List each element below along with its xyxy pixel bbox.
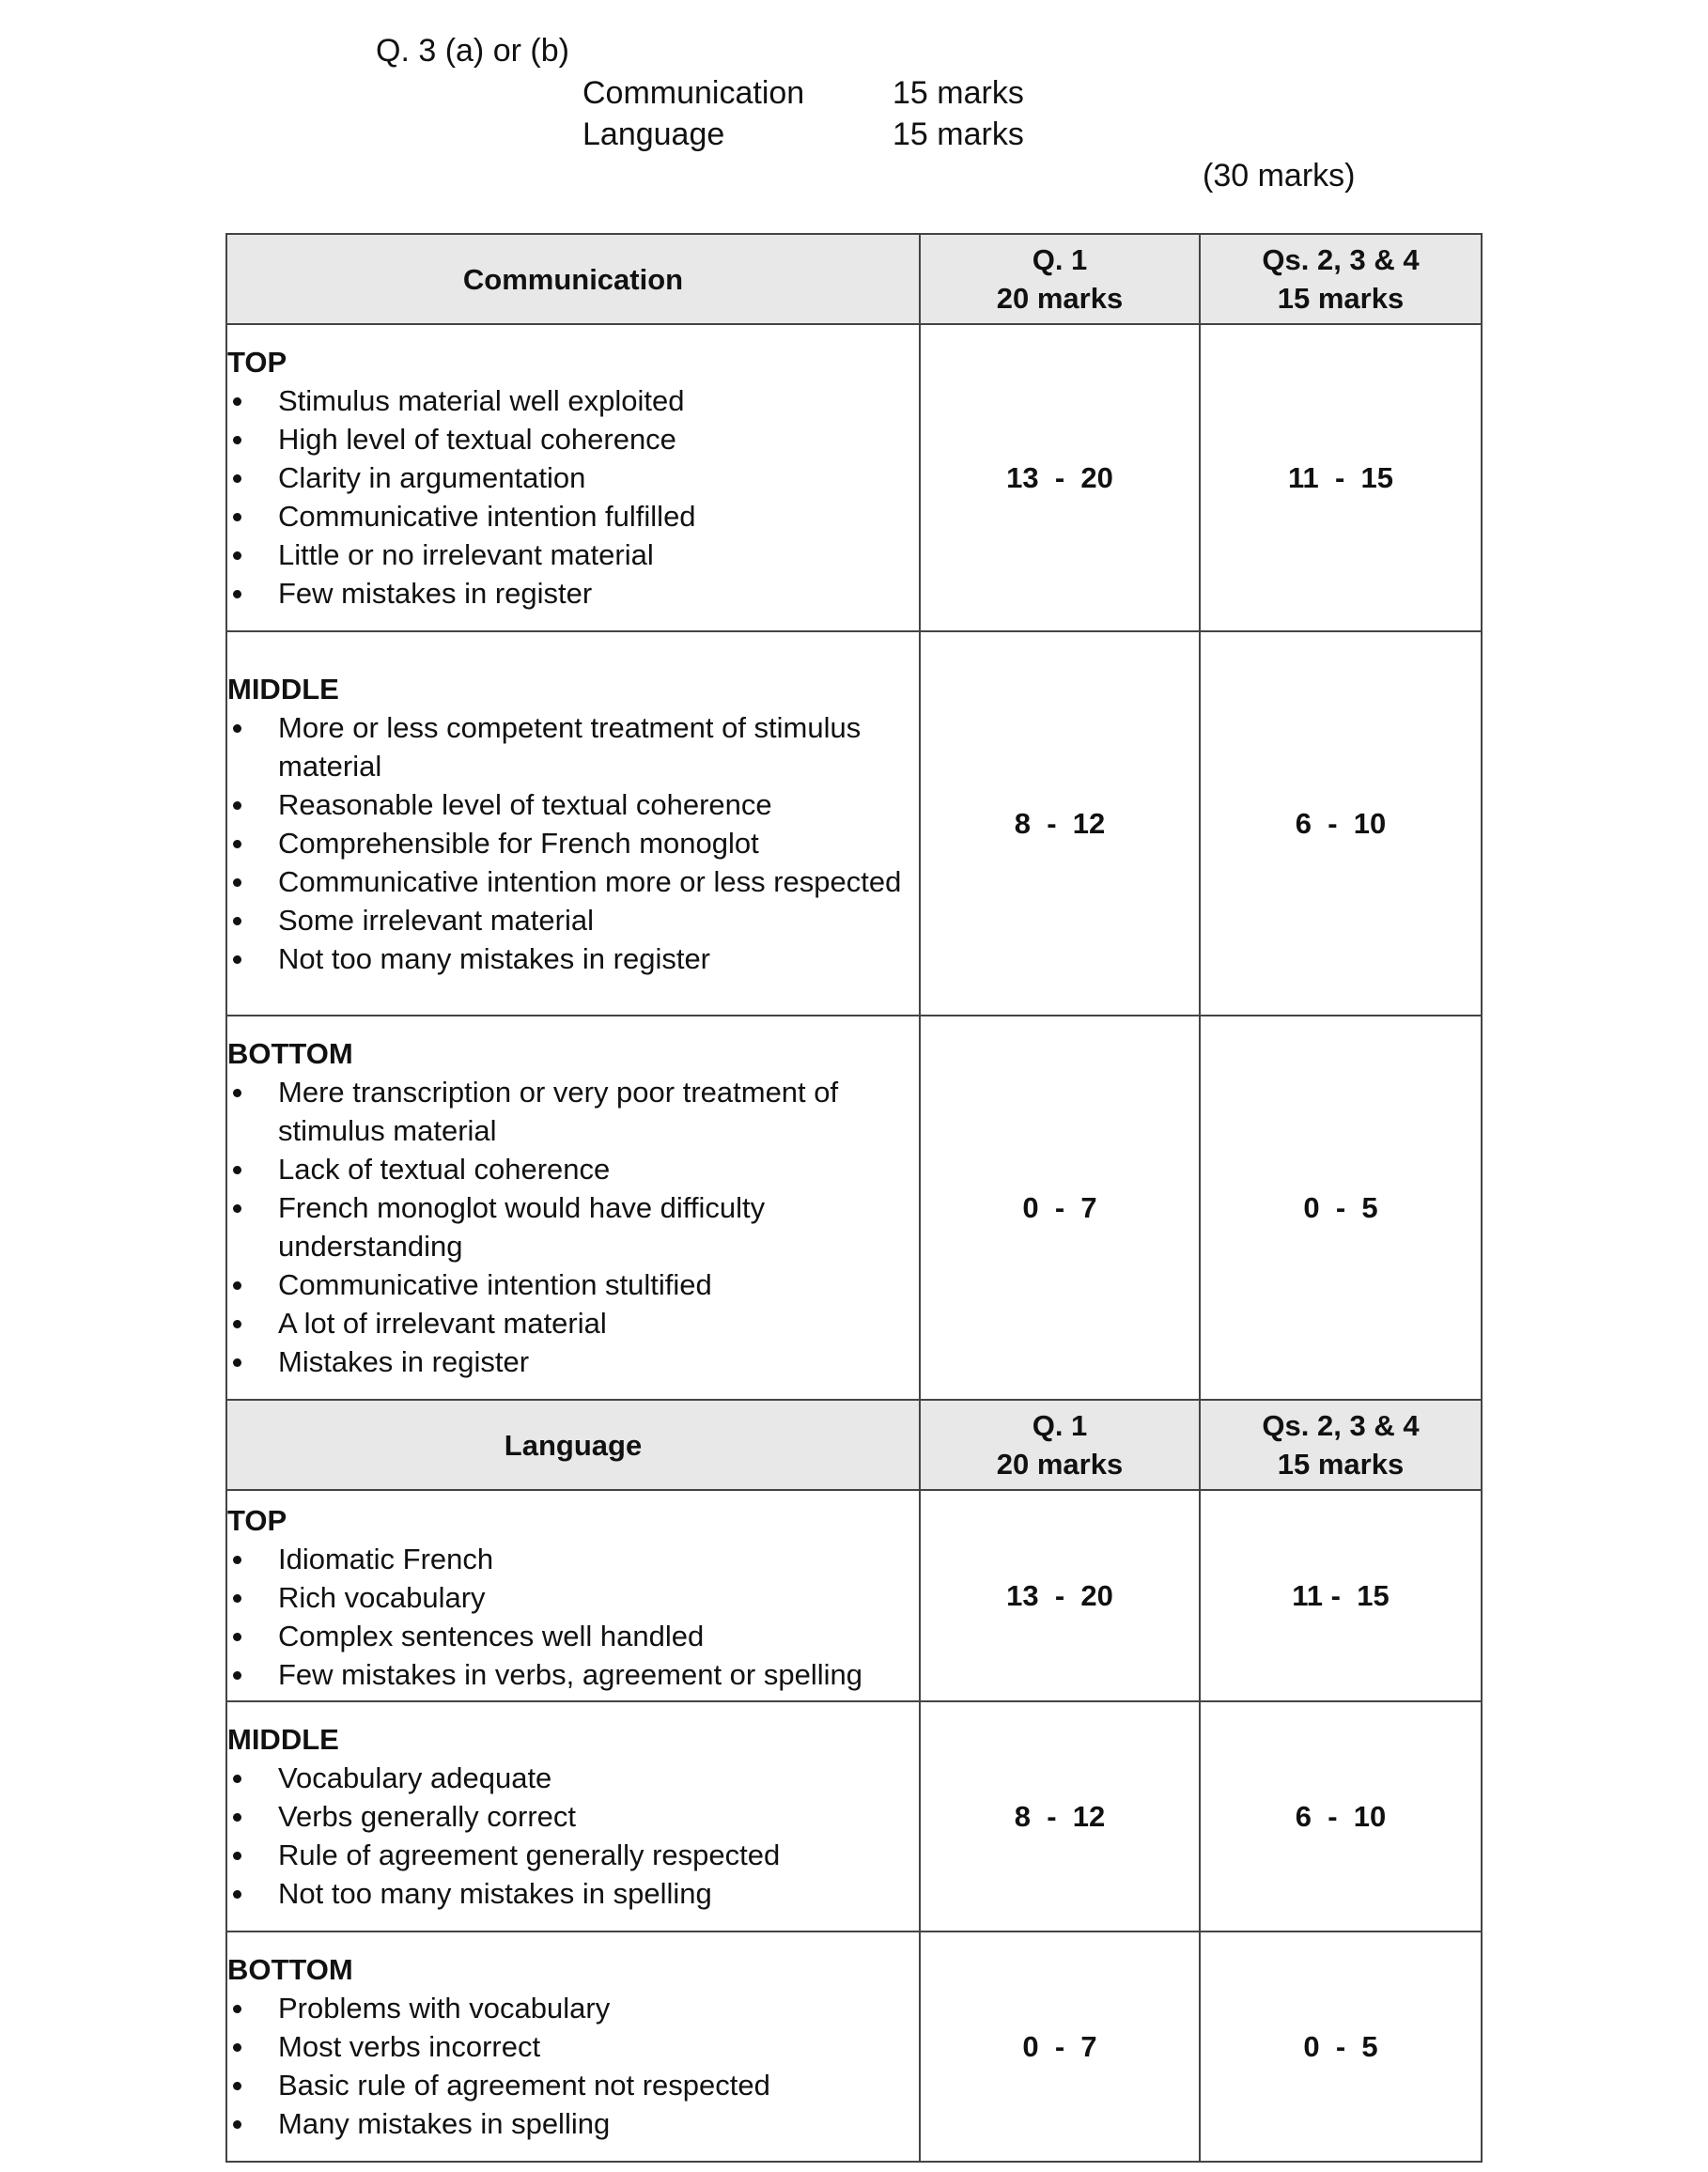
criterion-item: Not too many mistakes in register	[227, 939, 919, 978]
communication-bottom-row	[226, 1016, 1482, 1400]
q234-mark-range: 0 - 5	[1200, 1016, 1482, 1400]
language-middle-row	[226, 1701, 1482, 1932]
criterion-item: Communicative intention more or less respected	[227, 862, 919, 901]
criterion-item: Idiomatic French	[227, 1540, 919, 1578]
q1-mark-range: 13 - 20	[920, 324, 1200, 631]
criterion-item: Little or no irrelevant material	[227, 535, 919, 574]
criterion-item: Lack of textual coherence	[227, 1150, 919, 1188]
q234-mark-range: 6 - 10	[1200, 631, 1482, 1016]
band-criteria	[226, 1932, 920, 2162]
band-label: BOTTOM	[227, 1037, 353, 1070]
language-section-title: Language	[226, 1400, 920, 1490]
criterion-item: Many mistakes in spelling	[227, 2104, 919, 2143]
criterion-item: More or less competent treatment of stimulus material	[227, 708, 919, 785]
criterion-item: Reasonable level of textual coherence	[227, 785, 919, 824]
band-label: TOP	[227, 1504, 287, 1537]
criterion-item: Complex sentences well handled	[227, 1617, 919, 1655]
criterion-item: Most verbs incorrect	[227, 2027, 919, 2066]
criteria-list	[227, 381, 919, 613]
q1-column-label: Q. 1	[1032, 243, 1088, 276]
criterion-item: Comprehensible for French monoglot	[227, 824, 919, 862]
marking-scheme-table	[225, 233, 1483, 2163]
q234-column-marks: 15 marks	[1277, 1448, 1405, 1481]
q1-column-label: Q. 1	[1032, 1409, 1088, 1442]
criterion-item: Verbs generally correct	[227, 1797, 919, 1836]
criterion-item: Some irrelevant material	[227, 901, 919, 939]
criterion-item: Mere transcription or very poor treatment of stimulus material	[227, 1073, 919, 1150]
q234-mark-range: 11 - 15	[1200, 1490, 1482, 1701]
q234-mark-range: 11 - 15	[1200, 324, 1482, 631]
q1-mark-range: 8 - 12	[920, 1701, 1200, 1932]
band-criteria	[226, 1016, 920, 1400]
language-allocation-label: Language	[582, 116, 725, 152]
criterion-item: Problems with vocabulary	[227, 1989, 919, 2027]
q234-column-label: Qs. 2, 3 & 4	[1262, 1409, 1420, 1442]
criterion-item: Few mistakes in register	[227, 574, 919, 613]
criterion-item: A lot of irrelevant material	[227, 1304, 919, 1342]
q1-mark-range: 0 - 7	[920, 1016, 1200, 1400]
q234-column-marks: 15 marks	[1277, 282, 1405, 315]
total-marks: (30 marks)	[1203, 158, 1356, 194]
criterion-item: Communicative intention stultified	[227, 1265, 919, 1304]
criterion-item: Rule of agreement generally respected	[227, 1836, 919, 1874]
language-allocation-marks: 15 marks	[893, 116, 1024, 152]
q1-mark-range: 13 - 20	[920, 1490, 1200, 1701]
communication-section-title: Communication	[226, 234, 920, 324]
criterion-item: Mistakes in register	[227, 1342, 919, 1381]
criterion-item: Rich vocabulary	[227, 1578, 919, 1617]
communication-middle-row	[226, 631, 1482, 1016]
band-label: BOTTOM	[227, 1953, 353, 1986]
q234-column-header	[1200, 1400, 1482, 1490]
criterion-item: French monoglot would have difficulty understanding	[227, 1188, 919, 1265]
q234-column-header	[1200, 234, 1482, 324]
band-criteria	[226, 631, 920, 1016]
criteria-list	[227, 1989, 919, 2143]
q234-mark-range: 0 - 5	[1200, 1932, 1482, 2162]
communication-allocation-label: Communication	[582, 75, 805, 111]
criteria-list	[227, 1759, 919, 1913]
criterion-item: Clarity in argumentation	[227, 458, 919, 497]
q1-mark-range: 0 - 7	[920, 1932, 1200, 2162]
criterion-item: High level of textual coherence	[227, 420, 919, 458]
q1-column-marks: 20 marks	[996, 1448, 1124, 1481]
language-bottom-row	[226, 1932, 1482, 2162]
communication-allocation-marks: 15 marks	[893, 75, 1024, 111]
q234-mark-range: 6 - 10	[1200, 1701, 1482, 1932]
language-header-row	[226, 1400, 1482, 1490]
communication-top-row	[226, 324, 1482, 631]
criteria-list	[227, 708, 919, 978]
criterion-item: Stimulus material well exploited	[227, 381, 919, 420]
criteria-list	[227, 1073, 919, 1381]
communication-header-row	[226, 234, 1482, 324]
band-criteria	[226, 1701, 920, 1932]
q1-column-header	[920, 234, 1200, 324]
band-criteria	[226, 324, 920, 631]
q234-column-label: Qs. 2, 3 & 4	[1262, 243, 1420, 276]
criterion-item: Basic rule of agreement not respected	[227, 2066, 919, 2104]
band-criteria	[226, 1490, 920, 1701]
criterion-item: Few mistakes in verbs, agreement or spelling	[227, 1655, 919, 1694]
question-heading: Q. 3 (a) or (b)	[376, 33, 569, 69]
criterion-item: Communicative intention fulfilled	[227, 497, 919, 535]
band-label: MIDDLE	[227, 672, 339, 706]
band-label: MIDDLE	[227, 1723, 339, 1756]
q1-column-header	[920, 1400, 1200, 1490]
criteria-list	[227, 1540, 919, 1694]
language-top-row	[226, 1490, 1482, 1701]
q1-mark-range: 8 - 12	[920, 631, 1200, 1016]
q1-column-marks: 20 marks	[996, 282, 1124, 315]
band-label: TOP	[227, 346, 287, 379]
criterion-item: Vocabulary adequate	[227, 1759, 919, 1797]
criterion-item: Not too many mistakes in spelling	[227, 1874, 919, 1913]
